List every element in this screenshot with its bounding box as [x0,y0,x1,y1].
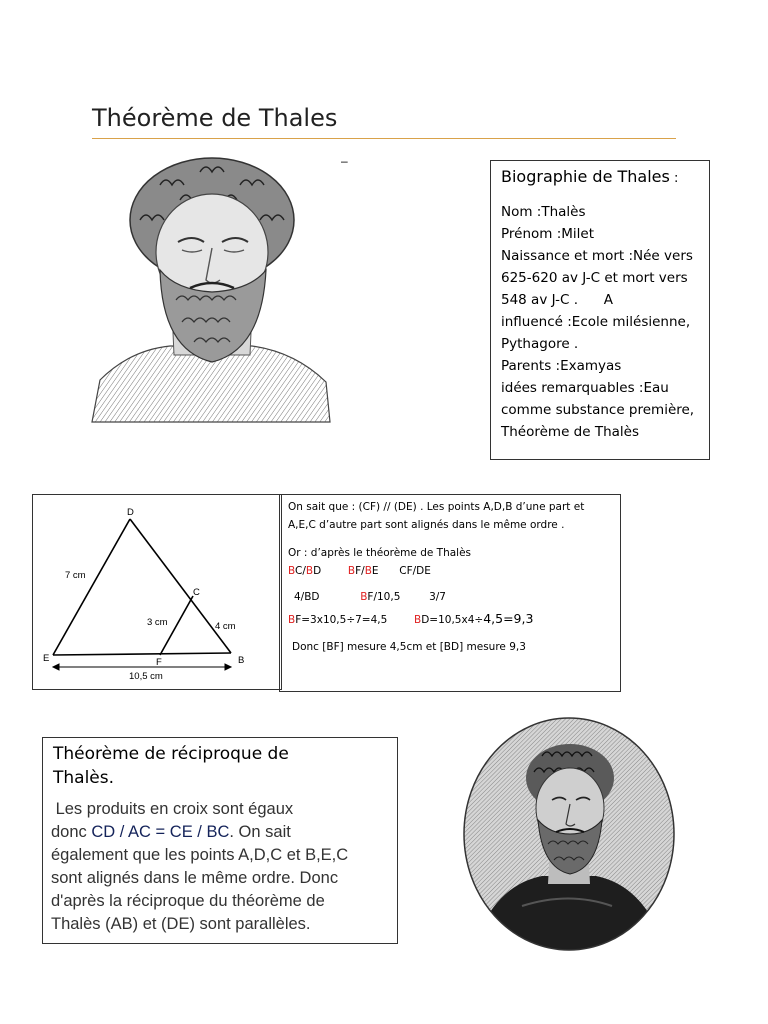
ratio1-a: B [288,565,296,577]
reciprocal-text [51,798,397,936]
label-cb: 4 cm [215,621,236,632]
reciprocal-title-line-1: Théorème de réciproque de [53,744,289,764]
bio-line: 548 av J-C . A [501,292,613,308]
bio-line: Pythagore . [501,336,579,352]
bio-line: Nom :Thalès [501,204,586,220]
proof-conclusion: Donc [BF] mesure 4,5cm et [BD] mesure 9,3 [292,641,526,653]
reciprocal-ratio: CD / AC = CE / BC [91,823,230,841]
thales-bust-image [90,150,332,424]
calc2-a: B [414,614,422,626]
proof-line-2: A,E,C d’autre part sont alignés dans le même ordre . [288,519,565,531]
reciprocal-on-sait: . On sait [229,823,291,841]
calc1-a: B [288,614,296,626]
biography-heading-text: Biographie de Thales [501,167,670,186]
ratio2-d: E [371,565,379,577]
segment-db [130,519,231,653]
proof-ratios [288,565,431,577]
value2-b: F/10,5 [367,591,401,603]
segment-eb [53,653,231,655]
title-rule [92,138,676,139]
ratio2-a: B [347,565,356,577]
bio-line: Parents :Examyas [501,358,622,374]
triangle-diagram [33,495,281,689]
reciprocal-title [53,742,383,790]
bio-line: Prénom :Milet [501,226,595,242]
point-e: E [43,653,50,664]
point-d: D [127,507,134,518]
ratio2-b: F/ [355,565,365,577]
page-title: Théorème de Thales [92,104,338,132]
triangle-figure-box [32,494,282,690]
ratio1-d: D [313,565,322,577]
ratio2-c: B [364,565,372,577]
label-ed: 7 cm [65,570,86,581]
biography-lines [501,201,709,443]
proof-line-1: On sait que : (CF) // (DE) . Les points A,D,B d’une part et [288,501,585,513]
ratio1-c: B [305,565,314,577]
proof-box [279,494,621,692]
point-b: B [238,655,245,666]
calc2-b: D=10,5x4÷ [421,614,484,626]
ratio3: CF/DE [399,565,431,577]
point-f: F [156,657,162,668]
thales-portrait-image [462,716,676,952]
proof-calc [288,611,533,626]
calc1-b: F=3x10,5÷7=4,5 [295,614,388,626]
label-cf: 3 cm [147,617,168,628]
calc2-c: 4,5=9,3 [483,611,534,626]
reciprocal-line [51,821,397,844]
point-c: C [193,587,200,598]
reciprocal-box [42,737,398,944]
bio-line: idées remarquables :Eau [501,380,669,396]
bio-line: comme substance première, [501,402,695,418]
reciprocal-line: sont alignés dans le même ordre. Donc [51,869,339,887]
biography-heading-suffix: : [669,171,679,186]
ratio1-b: C/ [295,565,306,577]
bio-line: Théorème de Thalès [501,424,640,440]
reciprocal-line: Thalès (AB) et (DE) sont parallèles. [51,915,311,933]
biography-box [490,160,710,460]
value1: 4/BD [294,591,320,603]
proof-values [294,591,446,603]
bio-line: 625-620 av J-C et mort vers [501,270,688,286]
reciprocal-title-line-2: Thalès. [53,768,115,788]
bio-line: influencé :Ecole milésienne, [501,314,691,330]
bio-line: Naissance et mort :Née vers [501,248,693,264]
reciprocal-line: Les produits en croix sont égaux [51,800,294,818]
value2-a: B [360,591,368,603]
stray-dash: – [341,154,348,168]
reciprocal-line: également que les points A,D,C et B,E,C [51,846,349,864]
reciprocal-donc: donc [51,823,92,841]
biography-heading [501,167,678,186]
label-eb: 10,5 cm [129,671,163,682]
reciprocal-line: d'après la réciproque du théorème de [51,892,325,910]
segment-ed [53,519,130,655]
value3: 3/7 [429,591,446,603]
proof-line-3: Or : d’après le théorème de Thalès [288,547,472,559]
